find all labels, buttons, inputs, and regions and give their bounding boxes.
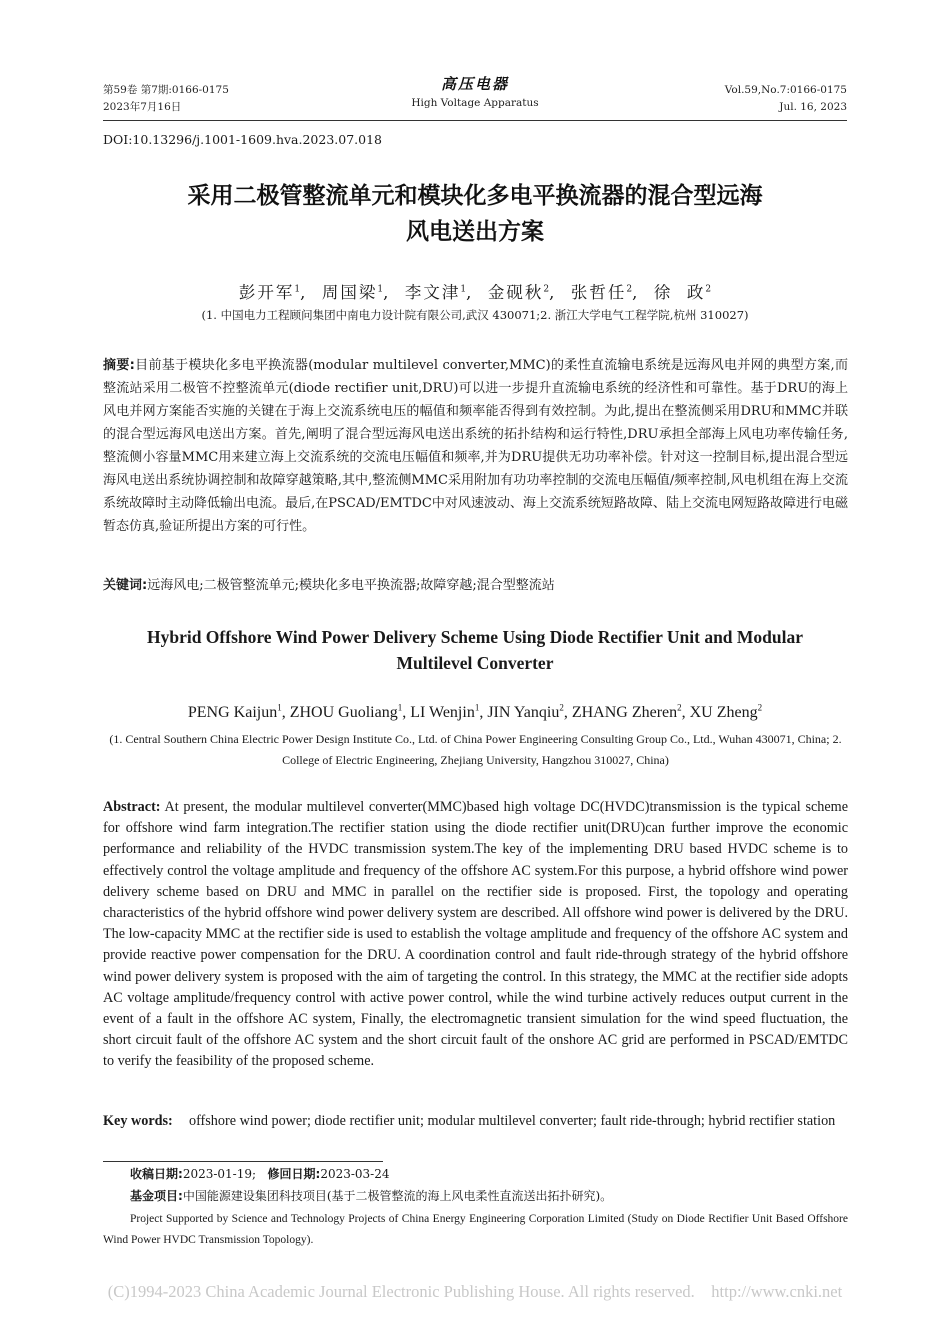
authors-en bbox=[0, 703, 950, 722]
abstract-en-label: Abstract: bbox=[103, 799, 161, 815]
abstract-en-text: At present, the modular multilevel converter(MMC)based high voltage DC(HVDC)transmission is the typical scheme for offshore wind farm integration.The rectifier station using the diode rectifier unit(DRU)can further improve the economic performance and reliability of the HVDC transmission system.The key of the implementing DRU based HVDC scheme is to effectively control the voltage amplitude and frequency of the offshore AC system.For this purpose, a hybrid offshore wind power delivery scheme based on DRU and MMC in parallel on the rectifier side is proposed. First, the topology and operating characteristics of the hybrid offshore wind power delivery system are described. All offshore wind power is delivered by the DRU. The low-capacity MMC at the rectifier side is used to establish the voltage amplitude and frequency of the offshore AC system and provide reactive power compensation for the DRU. A coordination control and fault ride-through strategy of the hybrid offshore wind power delivery system is proposed with the aim of targeting the control. In this strategy, the MMC at the rectifier side adopts AC voltage amplitude/frequency control with active power control, while the wind turbine actively reduces output current in the event of a fault in the offshore AC system, Finally, the electromagnetic transient simulation for the wind speed fluctuation, the short circuit fault of the offshore AC system and the short circuit fault of the onshore AC grid are performed in PSCAD/EMTDC to verify the feasibility of the proposed scheme. bbox=[103, 799, 848, 1070]
author-en: LI Wenjin$^1$, bbox=[410, 703, 488, 722]
header-divider bbox=[103, 120, 847, 121]
author-en: XU Zheng$^2$ bbox=[689, 703, 763, 722]
footnote-divider bbox=[103, 1161, 383, 1162]
received-date: 2023-01-19; bbox=[182, 1167, 257, 1181]
author-en: JIN Yanqiu$^2$, bbox=[487, 703, 572, 722]
keywords-cn-text: 远海风电;二极管整流单元;模块化多电平换流器;故障穿越;混合型整流站 bbox=[147, 578, 555, 593]
journal-name-en: High Voltage Apparatus bbox=[411, 97, 539, 109]
title-en-line2: Multilevel Converter bbox=[396, 653, 554, 673]
fund-label: 基金项目: bbox=[130, 1189, 183, 1203]
abstract-en bbox=[103, 797, 848, 1073]
affiliation-cn: (1. 中国电力工程顾问集团中南电力设计院有限公司,武汉 430071;2. 浙江大学电气工程学院,杭州 310027) bbox=[201, 308, 749, 322]
affiliation-en: (1. Central Southern China Electric Power Design Institute Co., Ltd. of China Power Engineering Consulting Group Co., Ltd., Wuhan 430071, China; 2. College of Electric Engineering, Zhejiang University, Hangzhou 310027, China) bbox=[109, 732, 842, 767]
author-cn: 彭开军$^1$, bbox=[238, 283, 315, 302]
author-cn: 周国梁$^1$, bbox=[321, 283, 398, 302]
footnote-fund bbox=[130, 1186, 848, 1206]
abstract-cn-label: 摘要: bbox=[103, 358, 135, 373]
author-cn: 金砚秋$^2$, bbox=[487, 283, 564, 302]
title-en-line1: Hybrid Offshore Wind Power Delivery Scheme Using Diode Rectifier Unit and Modular bbox=[146, 627, 804, 647]
abstract-cn-text: 目前基于模块化多电平换流器(modular multilevel converter,MMC)的柔性直流输电系统是远海风电并网的典型方案,而整流站采用二极管不控整流单元(diode rectifier unit,DRU)可以进一步提升直流输电系统的经济性和可靠性。基于DRU的海上风电并网方案能否实施的关键在于海上交流系统电压的幅值和频率能否得到有效控制。为此,提出在整流侧采用DRU和MMC并联的混合型远海风电送出方案。首先,阐明了混合型远海风电送出系统的拓扑结构和运行特性,DRU承担全部海上风电功率传输任务,整流侧小容量MMC用来建立海上交流系统的交流电压幅值和频率,并为DRU提供无功功率补偿。针对这一控制目标,提出混合型远海风电送出系统协调控制和故障穿越策略,其中,整流侧MMC采用附加有功功率控制的交流电压幅值/频率控制,风电机组在海上交流系统故障时主动降低输出电流。最后,在PSCAD/EMTDC中对风速波动、海上交流系统短路故障、陆上交流电网短路故障进行电磁暂态仿真,验证所提出方案的可行性。 bbox=[103, 358, 848, 534]
author-cn: 徐 政$^2$ bbox=[653, 283, 712, 302]
authors-cn bbox=[0, 279, 950, 303]
title-cn-line2: 风电送出方案 bbox=[406, 219, 544, 245]
volume-issue-en: Vol.59,No.7:0166-0175 bbox=[724, 84, 847, 96]
title-en bbox=[100, 624, 850, 676]
fund-cn: 中国能源建设集团科技项目(基于二极管整流的海上风电柔性直流送出拓扑研究)。 bbox=[182, 1189, 613, 1203]
author-en: ZHANG Zheren$^2$, bbox=[571, 703, 690, 722]
header-right bbox=[725, 82, 847, 116]
author-en: ZHOU Guoliang$^1$, bbox=[289, 703, 411, 722]
author-en: PENG Kaijun$^1$, bbox=[187, 703, 290, 722]
title-cn bbox=[80, 178, 870, 250]
received-label: 收稿日期: bbox=[130, 1167, 183, 1181]
footnote-dates bbox=[130, 1164, 848, 1184]
keywords-en-label: Key words: bbox=[103, 1113, 173, 1129]
date-en: Jul. 16, 2023 bbox=[779, 101, 847, 113]
title-cn-line1: 采用二极管整流单元和模块化多电平换流器的混合型远海 bbox=[187, 183, 763, 209]
keywords-en bbox=[103, 1111, 848, 1133]
revised-label: 修回日期: bbox=[267, 1167, 321, 1181]
volume-issue-cn: 第59卷 第7期:0166-0175 bbox=[103, 84, 229, 96]
copyright-watermark: (C)1994-2023 China Academic Journal Electronic Publishing House. All rights reserved. http://www.cnki.net bbox=[107, 1282, 843, 1301]
abstract-cn bbox=[103, 354, 848, 538]
keywords-cn-label: 关键词: bbox=[103, 578, 148, 593]
revised-date: 2023-03-24 bbox=[320, 1167, 390, 1181]
author-cn: 李文津$^1$, bbox=[404, 283, 481, 302]
date-cn: 2023年7月16日 bbox=[103, 101, 182, 113]
journal-logo: 高压电器 bbox=[440, 75, 509, 93]
author-cn: 张哲任$^2$, bbox=[570, 283, 647, 302]
keywords-en-text: offshore wind power; diode rectifier unit; modular multilevel converter; fault ride-through; hybrid rectifier station bbox=[189, 1113, 836, 1129]
footnote-fund-en: Project Supported by Science and Technology Projects of China Energy Engineering Corporation Limited (Study on Diode Rectifier Unit Based Offshore Wind Power HVDC Transmission Topology). bbox=[103, 1213, 848, 1246]
keywords-cn bbox=[103, 574, 848, 597]
doi: DOI:10.13296/j.1001-1609.hva.2023.07.018 bbox=[103, 132, 383, 147]
